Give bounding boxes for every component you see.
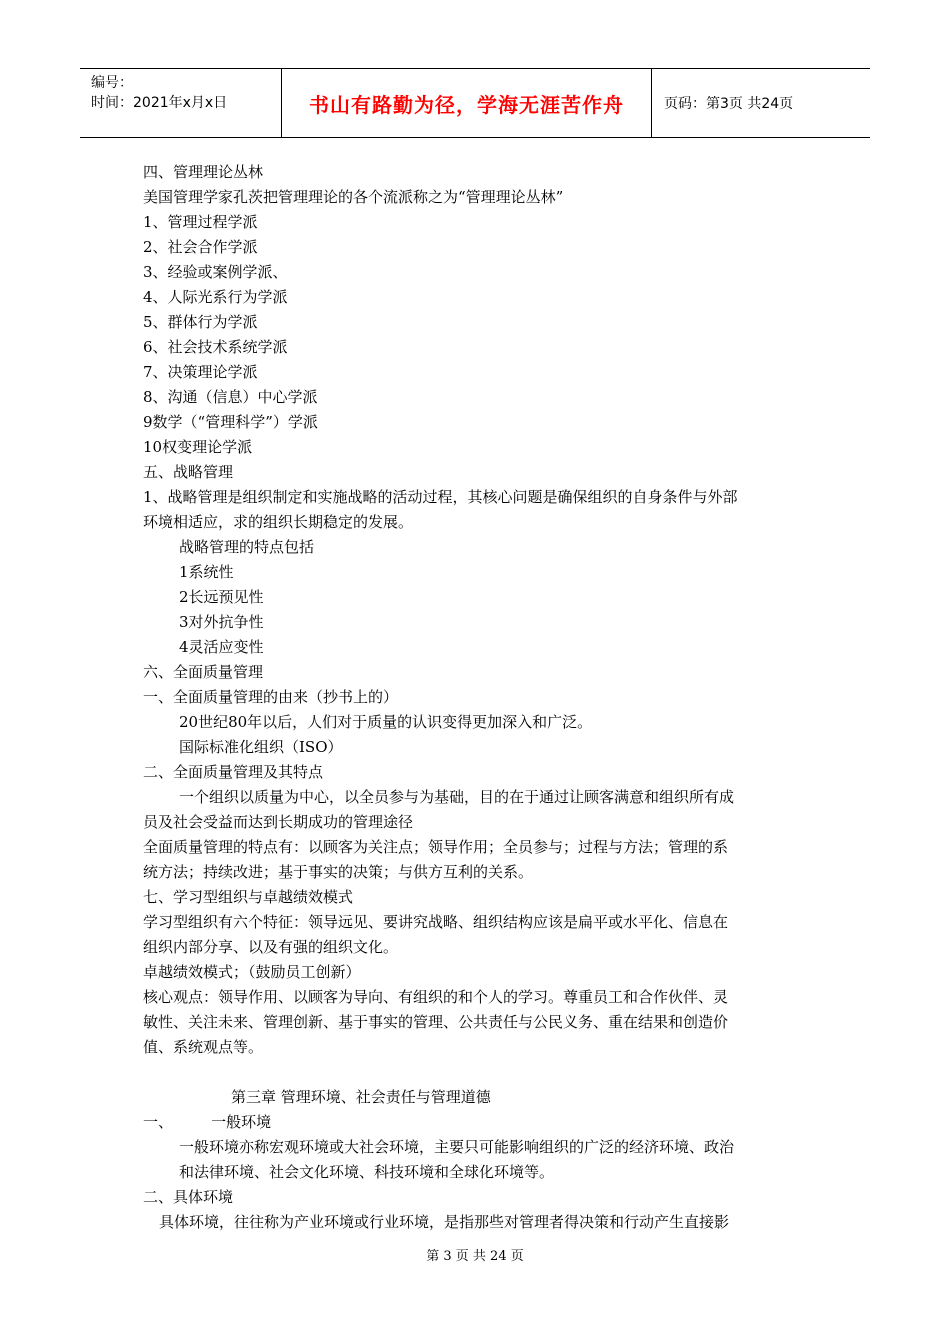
list-item: 4、人际光系行为学派 xyxy=(143,288,288,306)
section-heading: 四、管理理论丛林 xyxy=(143,163,264,181)
serial-label: 编号： xyxy=(91,75,133,91)
page-info: 页码：第3页 共24页 xyxy=(664,96,794,112)
list-item: 10权变理论学派 xyxy=(143,438,253,456)
paragraph-line: 具体环境，往往称为产业环境或行业环境，是指那些对管理者得决策和行动产生直接影 xyxy=(159,1213,730,1231)
list-item: 3、经验或案例学派、 xyxy=(143,263,288,281)
paragraph-line: 组织内部分享、以及有强的组织文化。 xyxy=(143,938,399,956)
list-item: 1、管理过程学派 xyxy=(143,213,258,231)
subsection-heading: 一、全面质量管理的由来（抄书上的） xyxy=(143,688,399,706)
list-item: 1系统性 xyxy=(179,563,234,581)
paragraph-line: 卓越绩效模式；（鼓励员工创新） xyxy=(143,963,361,981)
document-body xyxy=(143,160,813,1235)
subsection-heading: 一、 一般环境 xyxy=(143,1113,272,1131)
paragraph-line: 20世纪80年以后，人们对于质量的认识变得更加深入和广泛。 xyxy=(179,713,593,731)
header-motto-cell xyxy=(281,69,652,137)
paragraph-line: 值、系统观点等。 xyxy=(143,1038,264,1056)
header-meta xyxy=(80,69,281,137)
list-item: 3对外抗争性 xyxy=(179,613,264,631)
page-footer: 第 3 页 共 24 页 xyxy=(426,1249,524,1264)
paragraph-line: 一个组织以质量为中心，以全员参与为基础，目的在于通过让顾客满意和组织所有成 xyxy=(179,788,735,806)
paragraph-line: 一般环境亦称宏观环境或大社会环境，主要只可能影响组织的广泛的经济环境、政治 xyxy=(179,1138,735,1156)
paragraph-line: 和法律环境、社会文化环境、科技环境和全球化环境等。 xyxy=(179,1163,555,1181)
paragraph-line: 核心观点：领导作用、以顾客为导向、有组织的和个人的学习。尊重员工和合作伙伴、灵 xyxy=(143,988,729,1006)
paragraph-line: 全面质量管理的特点有：以顾客为关注点；领导作用；全员参与；过程与方法；管理的系 xyxy=(143,838,729,856)
paragraph-line: 1、战略管理是组织制定和实施战略的活动过程，其核心问题是确保组织的自身条件与外部 xyxy=(143,488,738,506)
list-item: 2、社会合作学派 xyxy=(143,238,258,256)
section-heading: 六、全面质量管理 xyxy=(143,663,264,681)
paragraph-line: 统方法；持续改进；基于事实的决策；与供方互利的关系。 xyxy=(143,863,534,881)
paragraph-line: 学习型组织有六个特征：领导远见、要讲究战略、组织结构应该是扁平或水平化、信息在 xyxy=(143,913,729,931)
section-heading: 五、战略管理 xyxy=(143,463,234,481)
motto: 书山有路勤为径，学海无涯苦作舟 xyxy=(309,92,624,117)
subsection-heading: 二、具体环境 xyxy=(143,1188,234,1206)
paragraph-line: 环境相适应，求的组织长期稳定的发展。 xyxy=(143,513,414,531)
paragraph-line: 敏性、关注未来、管理创新、基于事实的管理、公共责任与公民义务、重在结果和创造价 xyxy=(143,1013,729,1031)
paragraph-line: 国际标准化组织（ISO） xyxy=(179,738,343,756)
list-item: 8、沟通（信息）中心学派 xyxy=(143,388,318,406)
section-heading: 七、学习型组织与卓越绩效模式 xyxy=(143,888,354,906)
subsection-heading: 二、全面质量管理及其特点 xyxy=(143,763,324,781)
header-page-info-cell xyxy=(652,69,870,137)
date-label: 时间：2021年x月x日 xyxy=(91,95,228,111)
list-item: 4灵活应变性 xyxy=(179,638,264,656)
page-header xyxy=(80,68,870,138)
list-item: 6、社会技术系统学派 xyxy=(143,338,288,356)
list-item: 5、群体行为学派 xyxy=(143,313,258,331)
chapter-title: 第三章 管理环境、社会责任与管理道德 xyxy=(231,1088,491,1106)
blank-line xyxy=(143,1060,813,1085)
list-item: 7、决策理论学派 xyxy=(143,363,258,381)
paragraph-line: 战略管理的特点包括 xyxy=(179,538,315,556)
paragraph-line: 员及社会受益而达到长期成功的管理途径 xyxy=(143,813,414,831)
list-item: 2长远预见性 xyxy=(179,588,264,606)
list-item: 9数学（“管理科学”）学派 xyxy=(143,413,318,431)
paragraph: 美国管理学家孔茨把管理理论的各个流派称之为“管理理论丛林” xyxy=(143,188,564,206)
